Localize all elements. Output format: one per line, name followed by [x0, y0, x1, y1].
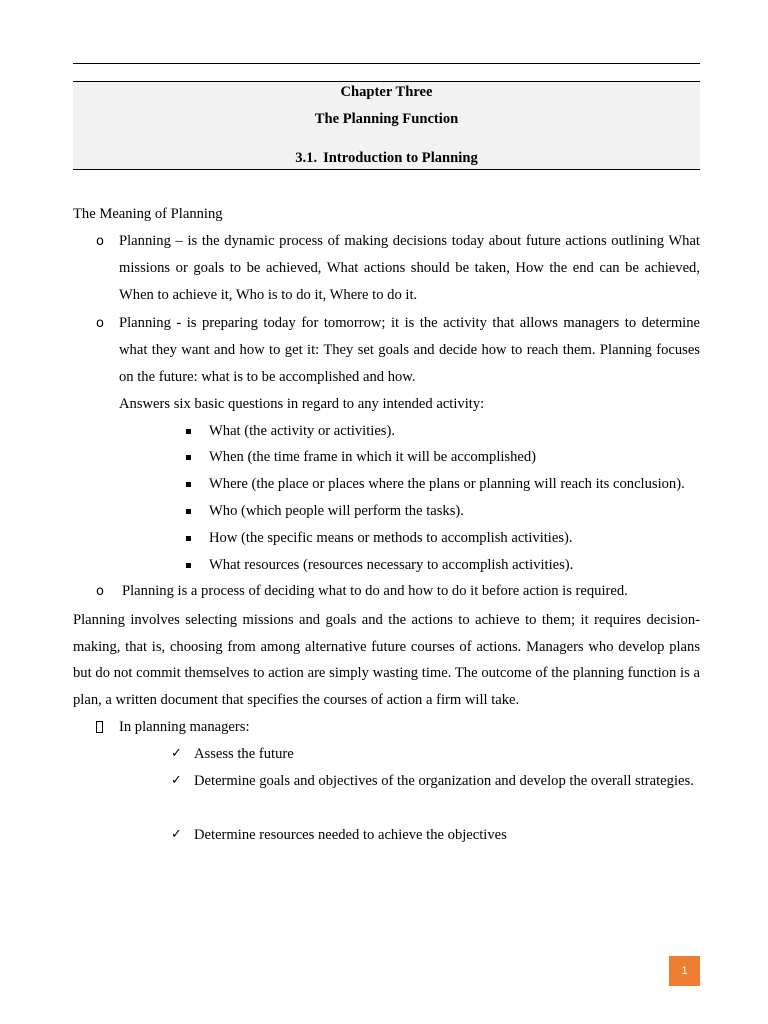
question-item: What resources (resources necessary to accomplish activities).: [209, 557, 574, 573]
definition-2: Planning - is preparing today for tomorrow; it is the activity that allows managers to determine what they want and how to get it: They set goals and decide how to reach them. Planning focuses on the future: what is to be accomplished and how.: [119, 315, 700, 385]
circle-bullet-icon: o: [96, 316, 104, 331]
manager-task: Determine goals and objectives of the organization and develop the overall strategies.: [194, 773, 694, 789]
checkmark-icon: ✓: [171, 746, 182, 761]
manager-task: Assess the future: [194, 746, 294, 762]
planning-involves-paragraph: Planning involves selecting missions and goals and the actions to achieve to them; it requires decision-making, that is, choosing from among alternative future courses of actions. Managers who develop plans but do not commit themselves to action are simply wasting time. The outcome of the planning function is a plan, a written document that specifies the courses of action a firm will take.: [73, 612, 700, 709]
answers-intro: Answers six basic questions in regard to any intended activity:: [119, 396, 485, 412]
question-item: Who (which people will perform the tasks).: [209, 503, 464, 519]
square-bullet-icon: [186, 509, 191, 514]
in-planning-heading: In planning managers:: [119, 719, 250, 735]
top-rule: [73, 63, 700, 64]
square-bullet-icon: [186, 429, 191, 434]
section-heading: [73, 150, 700, 167]
chapter-title: The Planning Function: [314, 111, 459, 127]
section-title: Introduction to Planning: [323, 150, 478, 166]
definition-1: Planning – is the dynamic process of making decisions today about future actions outlining What missions or goals to be achieved, What actions should be taken, How the end can be achieved, When to achieve it, Who is to do it, Where to do it.: [119, 233, 700, 303]
square-bullet-icon: [186, 563, 191, 568]
question-item: What (the activity or activities).: [209, 423, 395, 439]
question-item: Where (the place or places where the plans or planning will reach its conclusion).: [209, 476, 685, 492]
square-bullet-icon: [186, 536, 191, 541]
chapter-label: Chapter Three: [340, 84, 433, 100]
circle-bullet-icon: o: [96, 234, 104, 249]
square-bullet-icon: [186, 455, 191, 460]
checkmark-icon: ✓: [171, 773, 182, 788]
definition-3: Planning is a process of deciding what to do and how to do it before action is required.: [122, 583, 628, 599]
section-number: 3.1.: [295, 150, 318, 166]
meaning-heading: The Meaning of Planning: [73, 206, 223, 222]
manager-task: Determine resources needed to achieve the objectives: [194, 827, 507, 843]
question-item: When (the time frame in which it will be accomplished): [209, 449, 537, 465]
circle-bullet-icon: o: [96, 584, 104, 599]
chapter-header: [73, 81, 700, 170]
page-number-badge: 1: [669, 956, 700, 986]
square-bullet-icon: [186, 482, 191, 487]
checkmark-icon: ✓: [171, 827, 182, 842]
question-item: How (the specific means or methods to accomplish activities).: [209, 530, 573, 546]
box-bullet-icon: [96, 721, 103, 733]
